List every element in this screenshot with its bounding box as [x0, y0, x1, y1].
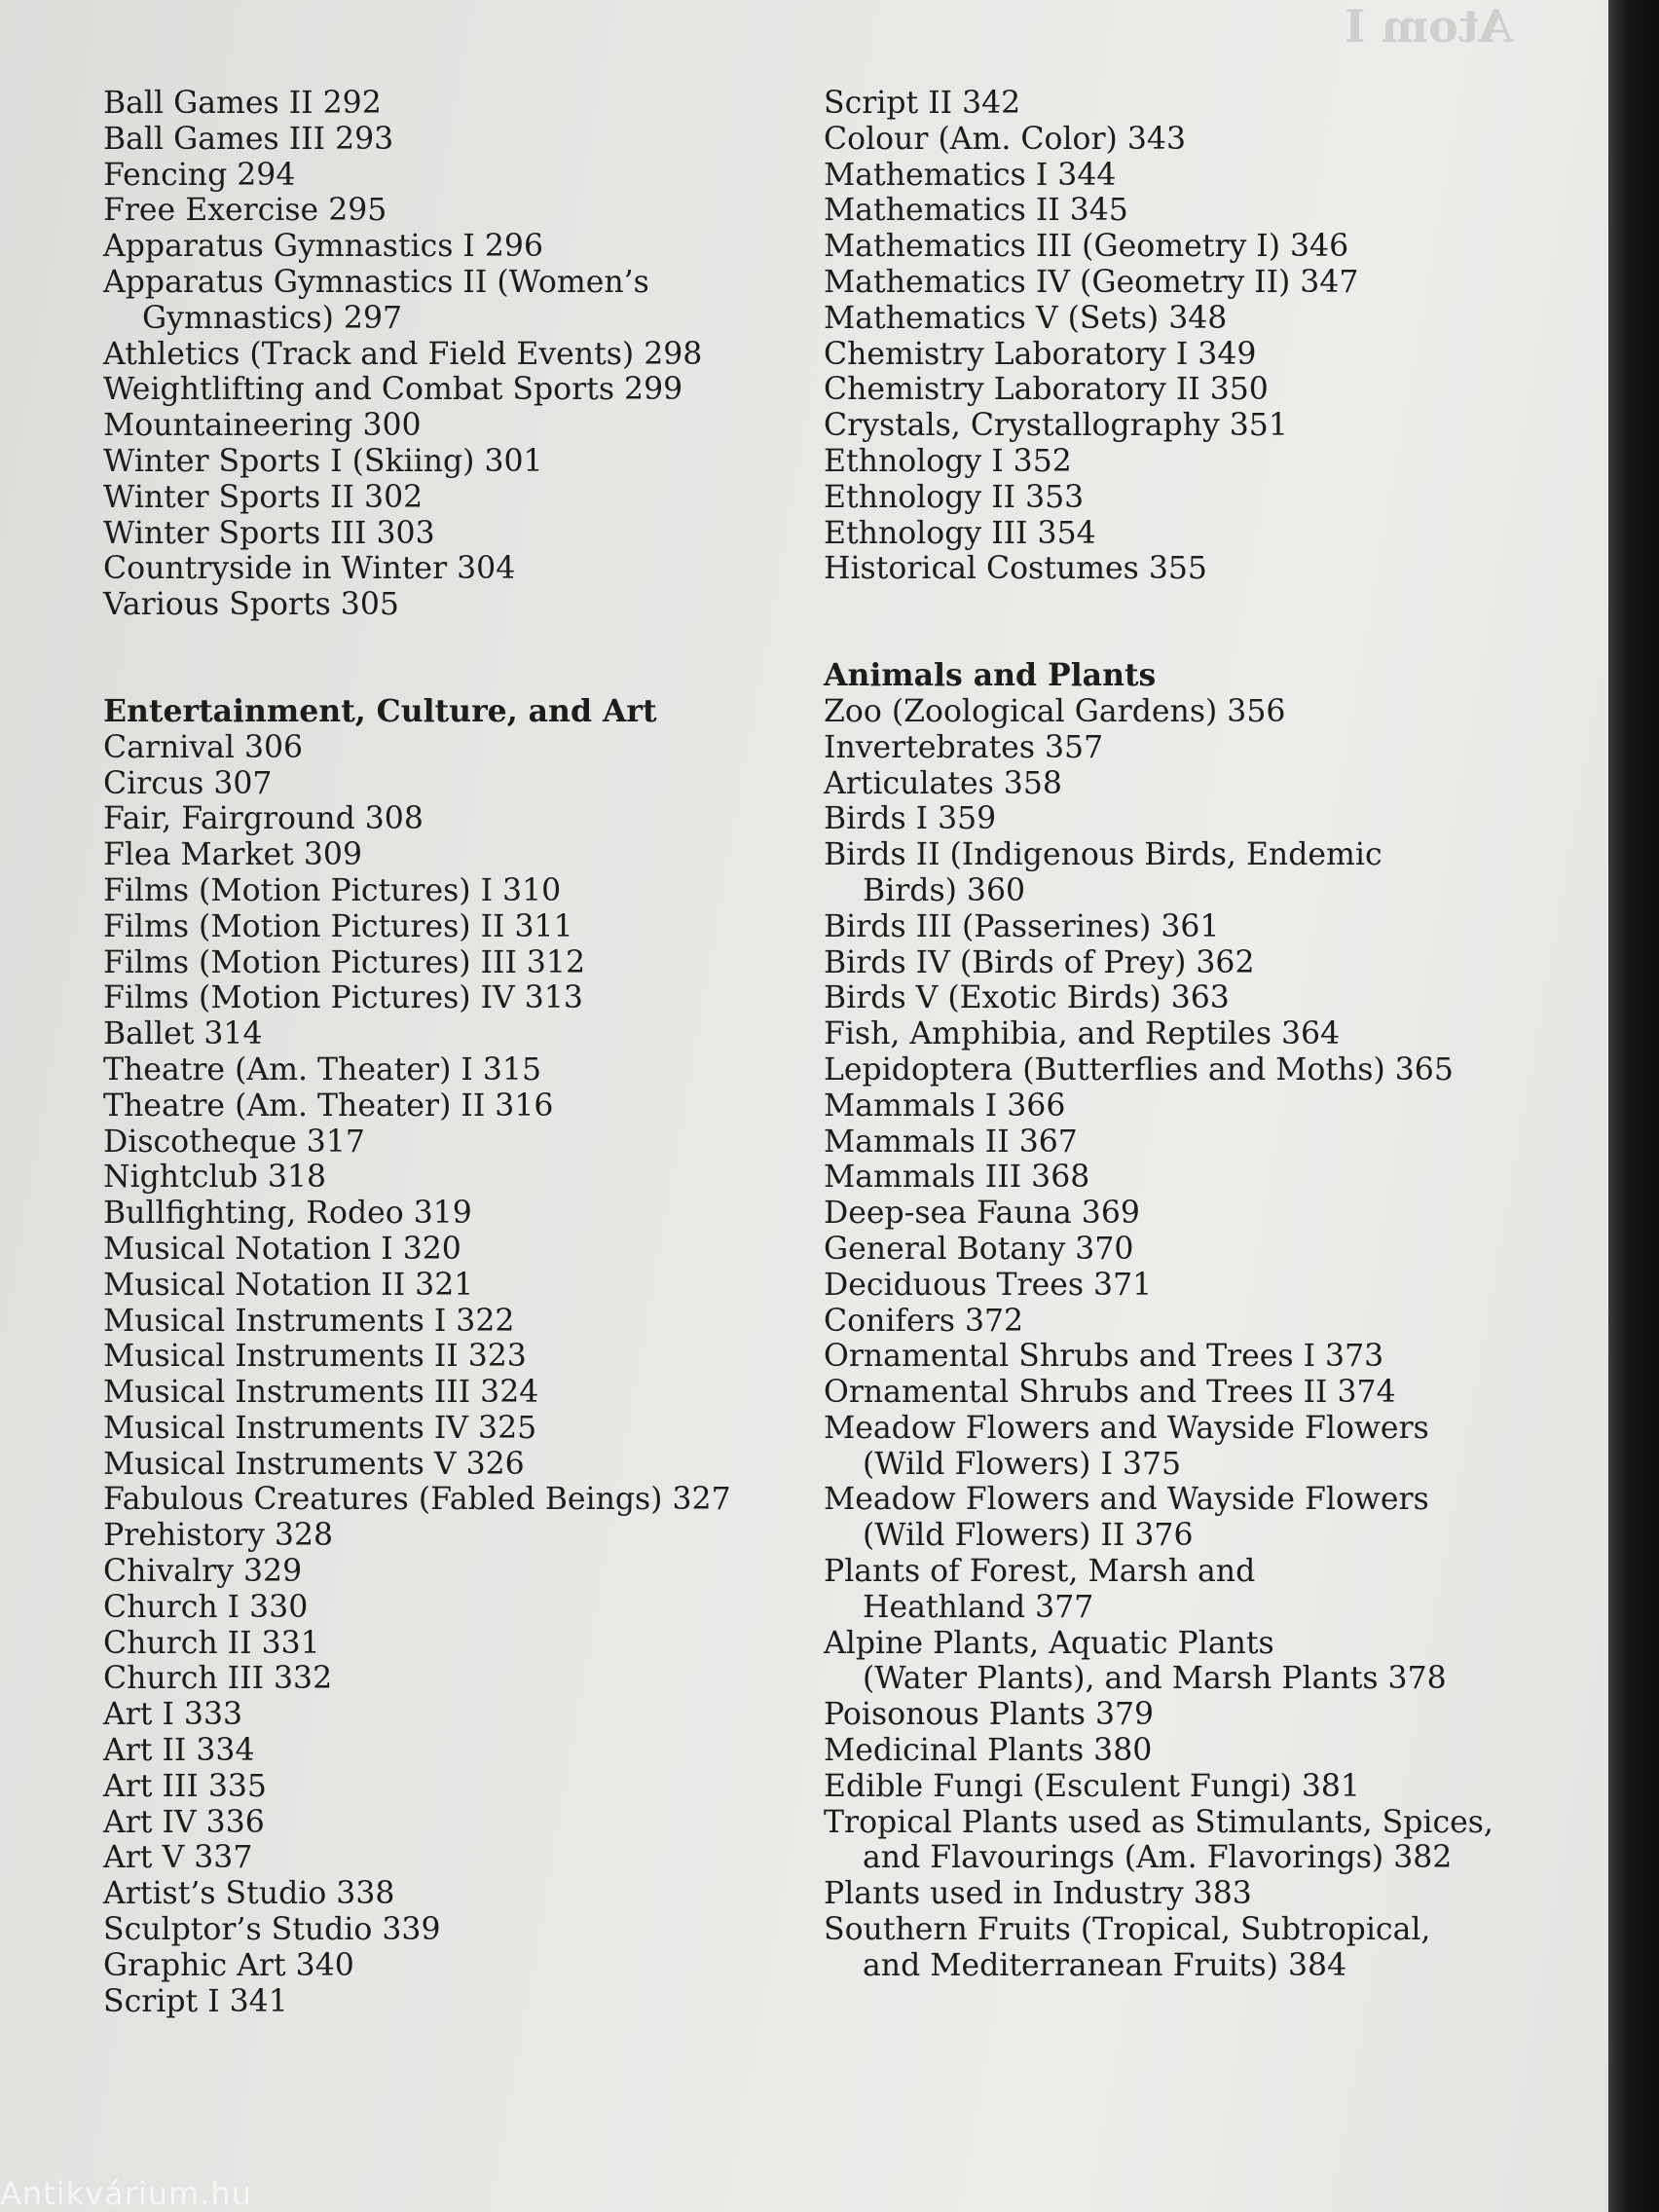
- index-entry-text: Theatre (Am. Theater) II 316: [103, 1088, 554, 1124]
- index-entry-text: Ethnology II 353: [824, 479, 1085, 515]
- index-entry-text: Colour (Am. Color) 343: [824, 121, 1186, 157]
- index-entry: [103, 1733, 785, 1769]
- index-entry: [824, 1697, 1525, 1733]
- index-entry-text: Nightclub 318: [103, 1160, 327, 1196]
- index-entry-text: General Botany 370: [824, 1231, 1134, 1267]
- index-entry: [103, 1769, 785, 1805]
- index-entry-text: Birds IV (Birds of Prey) 362: [824, 944, 1255, 980]
- index-entry: [103, 730, 785, 766]
- index-entry: [103, 122, 785, 158]
- index-entry-text: Apparatus Gymnastics II (Women’s: [103, 264, 649, 300]
- index-entry: [824, 909, 1525, 945]
- index-entry: [824, 408, 1525, 444]
- index-entry: [824, 1733, 1525, 1769]
- index-entry: [103, 587, 785, 623]
- index-entry-text: Fencing 294: [103, 157, 296, 193]
- index-entry-text: Ethnology I 352: [824, 443, 1072, 479]
- index-entry-continuation: (Water Plants), and Marsh Plants 378: [863, 1661, 1447, 1697]
- index-entry: [103, 1447, 785, 1483]
- index-entry: [103, 873, 785, 909]
- index-entry-text: Church I 330: [103, 1589, 309, 1625]
- index-entry: [103, 1948, 785, 1984]
- index-entry-text: Musical Instruments I 322: [103, 1303, 515, 1339]
- index-entry-text: Free Exercise 295: [103, 193, 387, 229]
- index-entry-text: Mathematics V (Sets) 348: [824, 300, 1228, 336]
- index-entry: [103, 1124, 785, 1161]
- index-entry-text: Ornamental Shrubs and Trees I 373: [824, 1339, 1384, 1375]
- index-entry-text: Art IV 336: [103, 1804, 265, 1840]
- index-entry-text: Winter Sports II 302: [103, 479, 424, 515]
- index-entry-text: Medicinal Plants 380: [824, 1733, 1153, 1769]
- index-entry: [103, 1411, 785, 1447]
- index-entry: [103, 801, 785, 837]
- index-entry: [824, 980, 1525, 1016]
- index-entry: [103, 1554, 785, 1590]
- right-section-entries: [824, 694, 1525, 1984]
- index-entry-text: Fabulous Creatures (Fabled Beings) 327: [103, 1482, 731, 1518]
- index-entry-text: Birds II (Indigenous Birds, Endemic: [824, 837, 1382, 873]
- index-entry-text: Mathematics III (Geometry I) 346: [824, 229, 1349, 265]
- index-entry: [103, 1912, 785, 1948]
- index-entry-text: Invertebrates 357: [824, 729, 1104, 765]
- index-entry: [103, 980, 785, 1016]
- index-entry-text: Chemistry Laboratory I 349: [824, 336, 1257, 372]
- index-entry-text: Athletics (Track and Field Events) 298: [103, 336, 703, 372]
- index-entry-continuation: and Flavourings (Am. Flavorings) 382: [863, 1840, 1453, 1876]
- index-entry: [824, 1626, 1525, 1698]
- index-entry-text: Plants of Forest, Marsh and: [824, 1554, 1256, 1590]
- index-entry-text: Weightlifting and Combat Sports 299: [103, 372, 683, 408]
- index-entry-text: Theatre (Am. Theater) I 315: [103, 1051, 541, 1088]
- index-entry-text: Mammals I 366: [824, 1088, 1066, 1124]
- index-entry: [103, 408, 785, 444]
- index-entry: [103, 551, 785, 587]
- index-entry: [103, 1876, 785, 1912]
- index-entry: [103, 1375, 785, 1411]
- index-entry: [824, 337, 1525, 373]
- index-entry-text: Ball Games III 293: [103, 121, 394, 157]
- index-entry: [103, 1590, 785, 1626]
- index-entry: [103, 1840, 785, 1876]
- index-entry-text: Ethnology III 354: [824, 515, 1096, 551]
- index-entry-text: Conifers 372: [824, 1303, 1024, 1339]
- section-heading-entertainment: Entertainment, Culture, and Art: [103, 692, 657, 729]
- index-entry-text: Mathematics I 344: [824, 157, 1117, 193]
- bleed-through-header: Atom I: [1344, 0, 1513, 53]
- index-entry: [824, 86, 1525, 122]
- index-entry: [824, 444, 1525, 480]
- index-entry-text: Musical Instruments II 323: [103, 1339, 527, 1375]
- index-entry: [824, 1876, 1525, 1912]
- index-entry-text: Alpine Plants, Aquatic Plants: [824, 1625, 1274, 1661]
- left-column: [103, 86, 785, 2019]
- index-entry: [824, 1769, 1525, 1805]
- index-entry-text: Deep-sea Fauna 369: [824, 1196, 1140, 1232]
- index-entry: [103, 1052, 785, 1088]
- index-entry: [824, 193, 1525, 229]
- index-entry: [824, 1088, 1525, 1124]
- index-entry-text: Historical Costumes 355: [824, 551, 1207, 587]
- index-entry-continuation: (Wild Flowers) II 376: [863, 1518, 1194, 1554]
- index-entry-text: Bullfighting, Rodeo 319: [103, 1196, 472, 1232]
- index-entry: [824, 837, 1525, 909]
- index-entry-text: Fish, Amphibia, and Reptiles 364: [824, 1016, 1341, 1052]
- index-entry: [103, 1518, 785, 1554]
- index-entry-text: Sculptor’s Studio 339: [103, 1912, 441, 1948]
- index-entry: [824, 1912, 1525, 1984]
- index-entry-text: Winter Sports III 303: [103, 515, 435, 551]
- index-entry: [824, 801, 1525, 837]
- index-entry: [103, 1268, 785, 1304]
- index-entry: [824, 122, 1525, 158]
- index-entry-text: Script I 341: [103, 1983, 288, 2019]
- index-entry: [824, 1304, 1525, 1340]
- index-entry: [103, 1984, 785, 2020]
- index-entry: [824, 945, 1525, 981]
- index-entry-text: Art III 335: [103, 1768, 267, 1804]
- index-entry-text: Various Sports 305: [103, 587, 399, 623]
- index-entry: [103, 1661, 785, 1697]
- index-entry-text: Poisonous Plants 379: [824, 1697, 1155, 1733]
- index-entry: [824, 1411, 1525, 1483]
- index-entry: [103, 1232, 785, 1268]
- right-top-entries: [824, 86, 1525, 587]
- left-section-entries: [103, 730, 785, 2020]
- index-entry: [824, 301, 1525, 337]
- index-entry: [824, 1052, 1525, 1088]
- watermark: Antikvárium.hu: [0, 2175, 252, 2212]
- index-entry: [824, 730, 1525, 766]
- index-entry: [824, 694, 1525, 730]
- index-entry: [103, 372, 785, 408]
- index-entry: [824, 766, 1525, 802]
- index-entry-text: Films (Motion Pictures) IV 313: [103, 980, 583, 1016]
- index-entry-continuation: Gymnastics) 297: [142, 300, 403, 336]
- index-entry-text: Lepidoptera (Butterflies and Moths) 365: [824, 1051, 1454, 1088]
- index-entry: [824, 1016, 1525, 1052]
- index-entry-text: Musical Instruments V 326: [103, 1446, 525, 1482]
- index-entry-text: Ballet 314: [103, 1016, 263, 1052]
- index-entry-text: Mammals II 367: [824, 1124, 1078, 1160]
- index-entry: [103, 86, 785, 122]
- index-entry-text: Graphic Art 340: [103, 1947, 354, 1983]
- index-entry-text: Musical Notation I 320: [103, 1231, 461, 1267]
- left-top-entries: [103, 86, 785, 623]
- index-entry: [103, 265, 785, 337]
- index-entry-text: Meadow Flowers and Wayside Flowers: [824, 1410, 1429, 1446]
- right-column: [824, 86, 1525, 1984]
- index-entry-text: Chemistry Laboratory II 350: [824, 372, 1269, 408]
- section-gap: [824, 587, 1525, 658]
- index-entry-text: Musical Instruments IV 325: [103, 1410, 537, 1446]
- index-entry: [103, 1626, 785, 1662]
- index-entry-text: Flea Market 309: [103, 837, 362, 873]
- index-entry-text: Tropical Plants used as Stimulants, Spices,: [824, 1804, 1493, 1840]
- index-entry: [824, 1124, 1525, 1161]
- index-entry-text: Fair, Fairground 308: [103, 801, 424, 837]
- index-entry: [824, 480, 1525, 516]
- index-entry-text: Musical Instruments III 324: [103, 1375, 539, 1411]
- index-entry: [103, 909, 785, 945]
- index-entry: [103, 1160, 785, 1196]
- index-entry-text: Countryside in Winter 304: [103, 551, 516, 587]
- index-entry: [103, 193, 785, 229]
- index-entry: [824, 1160, 1525, 1196]
- section-gap: [103, 623, 785, 694]
- index-entry-text: Art II 334: [103, 1733, 255, 1769]
- index-entry: [824, 1339, 1525, 1375]
- index-entry-text: Art V 337: [103, 1840, 253, 1876]
- index-entry: [103, 1088, 785, 1124]
- index-entry: [103, 516, 785, 552]
- index-entry-continuation: Birds) 360: [863, 872, 1026, 908]
- section-heading-animals-plants: Animals and Plants: [824, 657, 1157, 694]
- index-entry-text: Southern Fruits (Tropical, Subtropical,: [824, 1912, 1431, 1948]
- index-entry-text: Script II 342: [824, 86, 1021, 121]
- index-entry-text: Mountaineering 300: [103, 408, 422, 444]
- index-entry: [103, 444, 785, 480]
- index-entry: [103, 158, 785, 194]
- index-entry: [824, 551, 1525, 587]
- index-entry-continuation: and Mediterranean Fruits) 384: [863, 1947, 1347, 1983]
- index-entry: [103, 337, 785, 373]
- page-edge-shadow: [1608, 0, 1659, 2212]
- index-entry: [103, 945, 785, 981]
- index-entry: [103, 1196, 785, 1232]
- index-entry: [103, 1304, 785, 1340]
- index-entry-text: Church II 331: [103, 1625, 320, 1661]
- index-entry: [824, 1268, 1525, 1304]
- index-entry-text: Mathematics IV (Geometry II) 347: [824, 264, 1359, 300]
- index-entry: [824, 1375, 1525, 1411]
- index-entry-text: Films (Motion Pictures) III 312: [103, 944, 586, 980]
- index-entry: [824, 1482, 1525, 1554]
- index-entry: [103, 766, 785, 802]
- index-entry: [824, 1554, 1525, 1626]
- index-entry: [103, 1805, 785, 1841]
- index-entry-text: Mathematics II 345: [824, 193, 1128, 229]
- index-entry-text: Discotheque 317: [103, 1124, 365, 1160]
- index-entry-text: Plants used in Industry 383: [824, 1876, 1252, 1912]
- index-entry: [824, 1805, 1525, 1877]
- index-entry-text: Films (Motion Pictures) II 311: [103, 908, 573, 944]
- index-entry: [824, 229, 1525, 265]
- index-entry-text: Art I 333: [103, 1697, 243, 1733]
- index-entry-text: Church III 332: [103, 1661, 333, 1697]
- index-entry-text: Ball Games II 292: [103, 86, 382, 121]
- index-entry: [103, 480, 785, 516]
- index-entry-text: Birds V (Exotic Birds) 363: [824, 980, 1230, 1016]
- index-entry: [824, 158, 1525, 194]
- index-entry-continuation: Heathland 377: [863, 1589, 1094, 1625]
- index-entry: [103, 1339, 785, 1375]
- index-entry-text: Prehistory 328: [103, 1518, 334, 1554]
- index-entry: [103, 1016, 785, 1052]
- index-entry-text: Zoo (Zoological Gardens) 356: [824, 693, 1286, 729]
- index-entry-text: Edible Fungi (Esculent Fungi) 381: [824, 1768, 1360, 1804]
- index-entry: [103, 1482, 785, 1518]
- index-entry-text: Mammals III 368: [824, 1160, 1090, 1196]
- index-entry-text: Apparatus Gymnastics I 296: [103, 229, 544, 265]
- index-entry-continuation: (Wild Flowers) I 375: [863, 1446, 1182, 1482]
- index-entry-text: Artist’s Studio 338: [103, 1876, 395, 1912]
- index-entry-text: Crystals, Crystallography 351: [824, 408, 1288, 444]
- index-entry-text: Winter Sports I (Skiing) 301: [103, 443, 543, 479]
- index-entry-text: Meadow Flowers and Wayside Flowers: [824, 1482, 1429, 1518]
- index-entry: [824, 516, 1525, 552]
- index-entry: [824, 1232, 1525, 1268]
- index-entry: [824, 265, 1525, 301]
- index-entry: [103, 837, 785, 873]
- index-entry: [824, 1196, 1525, 1232]
- index-entry-text: Circus 307: [103, 765, 273, 801]
- index-entry: [103, 229, 785, 265]
- index-entry: [103, 1697, 785, 1733]
- index-entry-text: Deciduous Trees 371: [824, 1267, 1153, 1303]
- index-entry-text: Musical Notation II 321: [103, 1267, 474, 1303]
- index-entry-text: Carnival 306: [103, 729, 304, 765]
- index-entry-text: Films (Motion Pictures) I 310: [103, 872, 562, 908]
- index-entry: [824, 372, 1525, 408]
- index-entry-text: Birds III (Passerines) 361: [824, 908, 1220, 944]
- index-entry-text: Articulates 358: [824, 765, 1062, 801]
- index-entry-text: Chivalry 329: [103, 1554, 303, 1590]
- index-entry-text: Birds I 359: [824, 801, 997, 837]
- index-entry-text: Ornamental Shrubs and Trees II 374: [824, 1375, 1396, 1411]
